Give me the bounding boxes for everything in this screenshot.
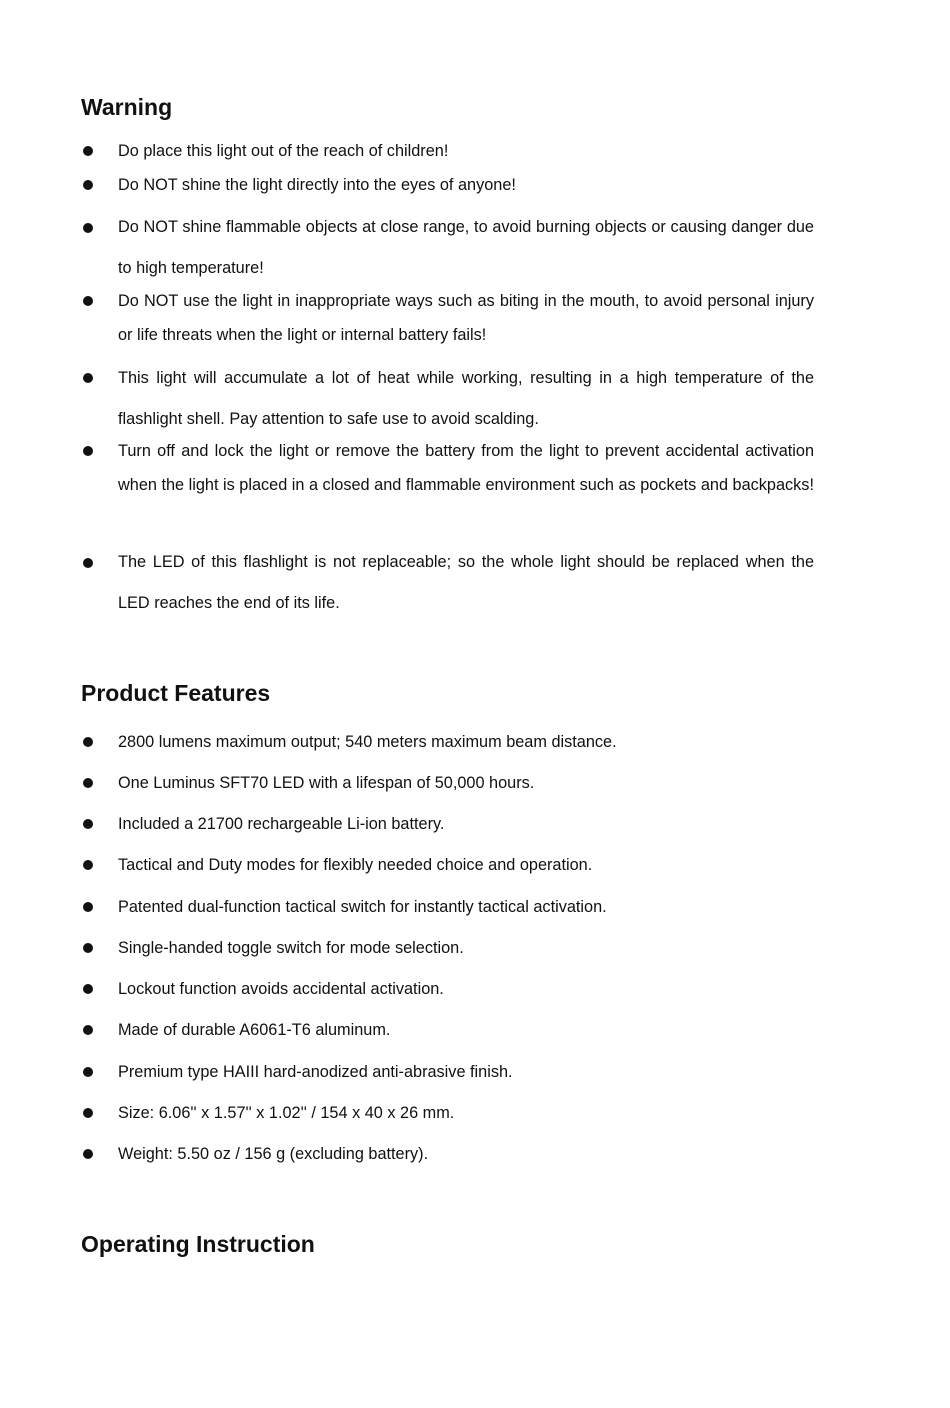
bullet-icon [83,1025,93,1035]
warning-item [81,358,814,440]
warning-heading: Warning [81,94,173,120]
feature-item [81,731,814,753]
bullet-icon [83,558,93,568]
bullet-icon [83,1108,93,1118]
feature-item-text: Single-handed toggle switch for mode selection. [118,939,464,957]
bullet-icon [83,1149,93,1159]
bullet-icon [83,1067,93,1077]
feature-item [81,1102,814,1124]
feature-item-text: Premium type HAIII hard-anodized anti-abrasive finish. [118,1063,513,1081]
feature-item-text: Weight: 5.50 oz / 156 g (excluding battery). [118,1145,429,1163]
bullet-icon [83,373,93,383]
bullet-icon [83,943,93,953]
warning-item [81,174,814,196]
warning-item [81,207,814,289]
warning-item-text: Do place this light out of the reach of children! [118,142,449,160]
feature-item [81,896,814,918]
bullet-icon [83,860,93,870]
bullet-icon [83,223,93,233]
bullet-icon [83,446,93,456]
warning-item [81,434,814,502]
warning-item-text: Turn off and lock the light or remove the battery from the light to prevent accidental activation when the light is placed in a closed and flammable environment such as pockets and backpacks! [118,442,814,494]
warning-item-text: This light will accumulate a lot of heat while working, resulting in a high temperature of the flashlight shell. Pay attention to safe use to avoid scalding. [118,369,814,428]
bullet-icon [83,146,93,156]
bullet-icon [83,737,93,747]
bullet-icon [83,296,93,306]
bullet-icon [83,902,93,912]
bullet-icon [83,819,93,829]
feature-item-text: Included a 21700 rechargeable Li-ion battery. [118,815,445,833]
feature-item [81,978,814,1000]
feature-item [81,1019,814,1041]
feature-item-text: 2800 lumens maximum output; 540 meters maximum beam distance. [118,733,617,751]
operating-heading: Operating Instruction [81,1231,315,1257]
feature-item [81,1143,814,1165]
feature-item-text: Size: 6.06'' x 1.57'' x 1.02'' / 154 x 40 x 26 mm. [118,1104,455,1122]
feature-item [81,1061,814,1083]
warning-item [81,284,814,352]
warning-item-text: Do NOT shine flammable objects at close range, to avoid burning objects or causing danger due to high temperature! [118,218,814,277]
feature-item-text: Tactical and Duty modes for flexibly needed choice and operation. [118,856,593,874]
bullet-icon [83,180,93,190]
warning-item [81,542,814,624]
feature-item-text: Lockout function avoids accidental activation. [118,980,444,998]
feature-item-text: One Luminus SFT70 LED with a lifespan of 50,000 hours. [118,774,535,792]
feature-item [81,772,814,794]
warning-item [81,140,814,162]
warning-item-text: Do NOT shine the light directly into the eyes of anyone! [118,176,516,194]
feature-item-text: Patented dual-function tactical switch for instantly tactical activation. [118,898,607,916]
feature-item [81,937,814,959]
warning-item-text: Do NOT use the light in inappropriate ways such as biting in the mouth, to avoid personal injury or life threats when the light or internal battery fails! [118,292,814,344]
warning-item-text: The LED of this flashlight is not replaceable; so the whole light should be replaced when the LED reaches the end of its life. [118,553,814,612]
feature-item [81,854,814,876]
features-heading: Product Features [81,680,271,706]
bullet-icon [83,984,93,994]
feature-item [81,813,814,835]
bullet-icon [83,778,93,788]
feature-item-text: Made of durable A6061-T6 aluminum. [118,1021,391,1039]
